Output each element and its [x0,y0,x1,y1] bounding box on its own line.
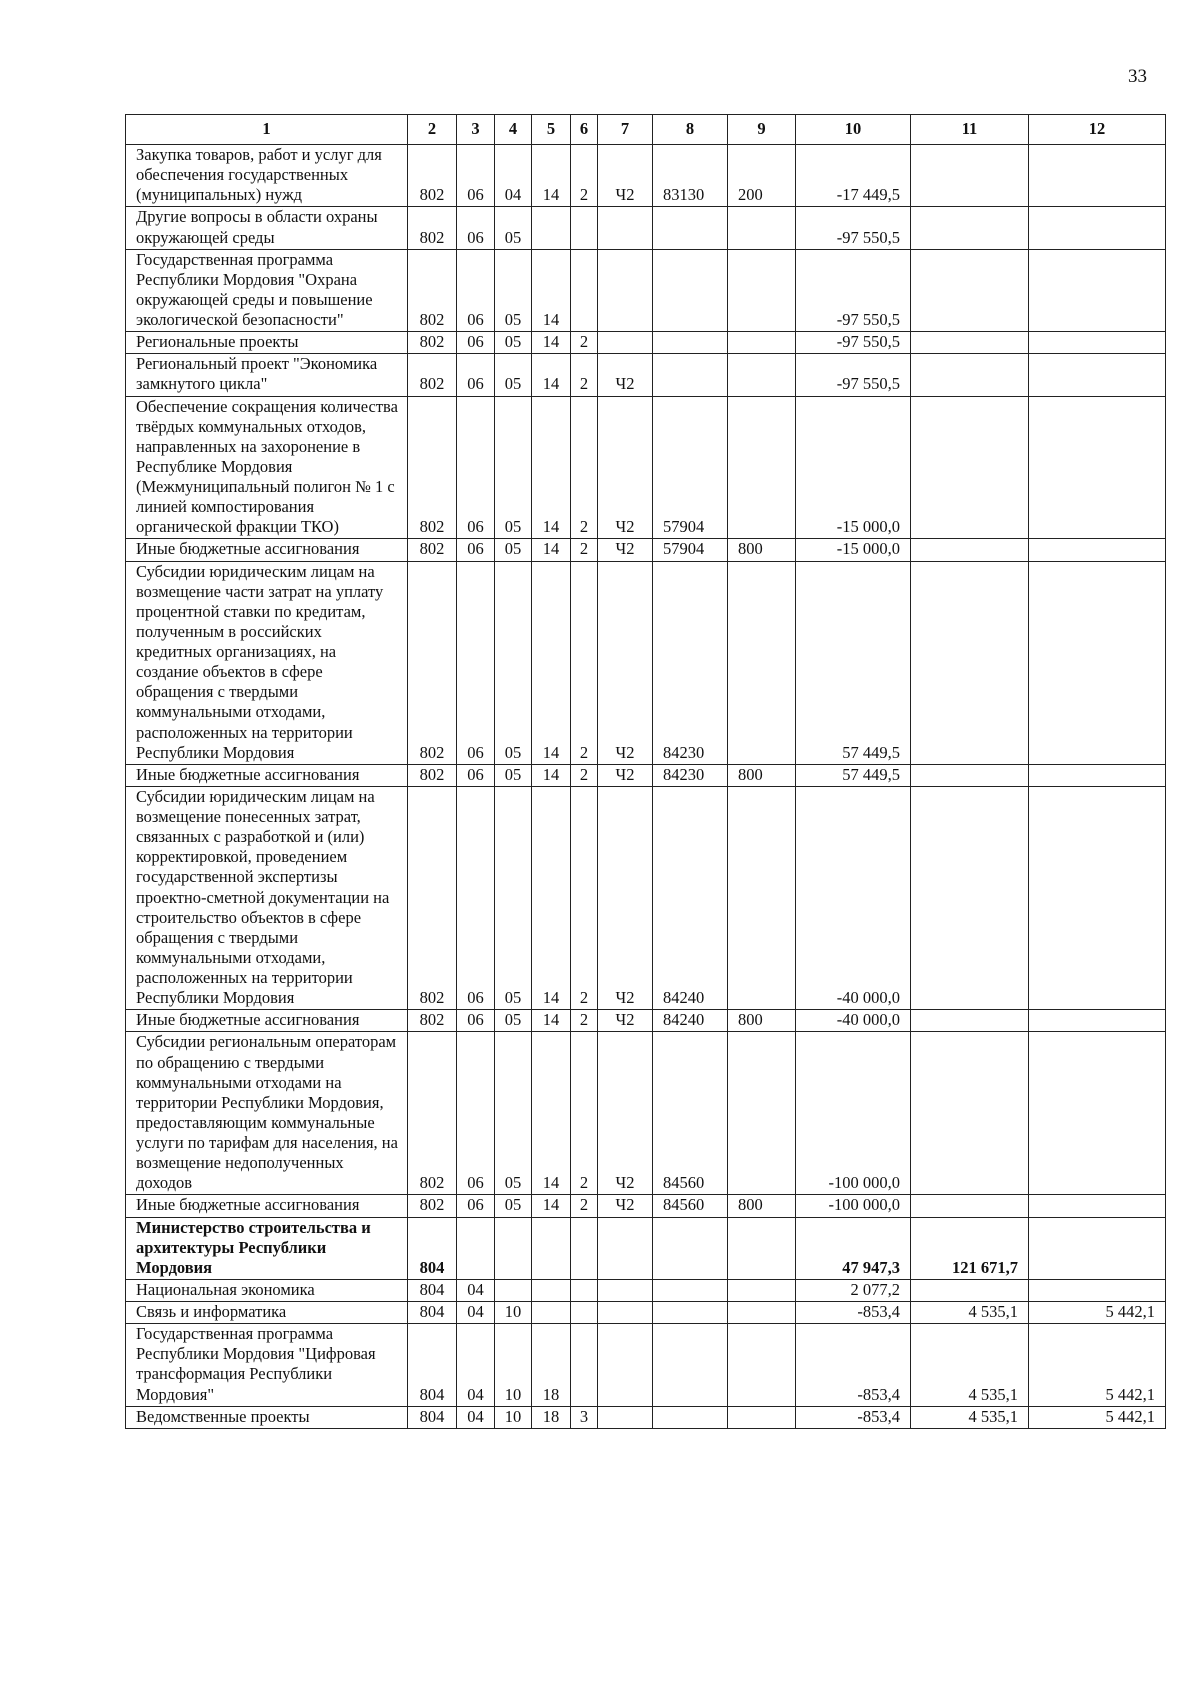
cell-code-3: 06 [457,561,495,764]
cell-code-3: 06 [457,1010,495,1032]
cell-amount-11 [911,396,1029,539]
table-row [126,1302,1166,1324]
cell-code-6 [571,1302,598,1324]
cell-name: Обеспечение сокращения количества твёрдых коммунальных отходов, направленных на захоронение в Республике Мордовия (Межмуниципальный полигон № 1 с линией компостирования органической фракции ТКО) [126,396,408,539]
cell-code-7: Ч2 [598,786,653,1009]
cell-code-8: 57904 [653,396,728,539]
cell-code-5: 14 [532,561,571,764]
cell-code-2: 804 [408,1279,457,1301]
cell-amount-10: -97 550,5 [796,332,911,354]
cell-code-5: 14 [532,145,571,207]
cell-code-8: 57904 [653,539,728,561]
cell-code-7 [598,207,653,249]
table-body [126,145,1166,1429]
cell-code-3: 06 [457,396,495,539]
cell-code-8 [653,1217,728,1279]
cell-code-6 [571,1324,598,1407]
cell-amount-11 [911,354,1029,396]
table-row [126,1010,1166,1032]
cell-code-2: 804 [408,1302,457,1324]
cell-code-4: 05 [495,539,532,561]
cell-code-9 [728,396,796,539]
cell-code-5: 14 [532,1032,571,1195]
cell-name: Ведомственные проекты [126,1406,408,1428]
cell-code-4 [495,1279,532,1301]
table-row [126,1324,1166,1407]
cell-code-3: 06 [457,332,495,354]
cell-code-8 [653,1324,728,1407]
cell-name: Национальная экономика [126,1279,408,1301]
cell-amount-10: -853,4 [796,1406,911,1428]
cell-code-2: 804 [408,1406,457,1428]
cell-amount-12 [1029,249,1166,332]
cell-code-5: 14 [532,354,571,396]
cell-code-3: 06 [457,207,495,249]
column-header: 11 [911,115,1029,145]
cell-code-5: 14 [532,539,571,561]
cell-amount-10: -97 550,5 [796,207,911,249]
cell-code-2: 802 [408,1010,457,1032]
cell-code-9: 800 [728,539,796,561]
cell-name: Другие вопросы в области охраны окружающей среды [126,207,408,249]
budget-table [125,114,1166,1429]
cell-amount-12 [1029,332,1166,354]
cell-code-9 [728,1324,796,1407]
cell-code-8: 84230 [653,561,728,764]
cell-code-2: 802 [408,764,457,786]
cell-code-2: 802 [408,561,457,764]
cell-amount-10: 47 947,3 [796,1217,911,1279]
cell-code-7: Ч2 [598,396,653,539]
cell-amount-11 [911,332,1029,354]
cell-name: Региональные проекты [126,332,408,354]
cell-amount-12 [1029,145,1166,207]
cell-code-2: 802 [408,786,457,1009]
cell-amount-12 [1029,1010,1166,1032]
cell-amount-10: -853,4 [796,1302,911,1324]
table-row [126,764,1166,786]
cell-name: Закупка товаров, работ и услуг для обеспечения государственных (муниципальных) нужд [126,145,408,207]
cell-code-7: Ч2 [598,764,653,786]
cell-code-9 [728,207,796,249]
cell-code-4: 05 [495,786,532,1009]
cell-amount-10: 2 077,2 [796,1279,911,1301]
cell-code-8: 84240 [653,1010,728,1032]
table-row [126,396,1166,539]
table-row [126,1217,1166,1279]
cell-code-9 [728,561,796,764]
cell-amount-10: -97 550,5 [796,249,911,332]
cell-amount-12 [1029,396,1166,539]
cell-name: Иные бюджетные ассигнования [126,764,408,786]
cell-code-4: 04 [495,145,532,207]
cell-amount-11: 4 535,1 [911,1302,1029,1324]
cell-code-9 [728,332,796,354]
column-header: 4 [495,115,532,145]
cell-code-5: 18 [532,1406,571,1428]
column-header: 2 [408,115,457,145]
cell-code-9: 200 [728,145,796,207]
cell-code-9: 800 [728,764,796,786]
cell-amount-11: 4 535,1 [911,1406,1029,1428]
cell-amount-11 [911,764,1029,786]
cell-amount-11 [911,1279,1029,1301]
cell-code-4: 05 [495,1010,532,1032]
cell-code-3: 04 [457,1279,495,1301]
cell-amount-10: -97 550,5 [796,354,911,396]
column-header: 9 [728,115,796,145]
cell-amount-11 [911,207,1029,249]
cell-code-6: 2 [571,561,598,764]
cell-amount-10: -100 000,0 [796,1032,911,1195]
cell-code-8 [653,207,728,249]
cell-code-8: 83130 [653,145,728,207]
column-header: 6 [571,115,598,145]
column-header: 8 [653,115,728,145]
cell-code-4 [495,1217,532,1279]
cell-code-6: 2 [571,332,598,354]
cell-code-8 [653,1406,728,1428]
cell-name: Субсидии региональным операторам по обращению с твердыми коммунальными отходами на территории Республики Мордовия, предоставляющим коммунальные услуги по тарифам для населения, на возмещение недополученных доходов [126,1032,408,1195]
cell-code-7 [598,1302,653,1324]
cell-code-3: 06 [457,786,495,1009]
cell-code-2: 802 [408,332,457,354]
cell-amount-10: -15 000,0 [796,396,911,539]
cell-code-7: Ч2 [598,1195,653,1217]
cell-code-7: Ч2 [598,561,653,764]
cell-amount-12 [1029,1217,1166,1279]
cell-code-5: 14 [532,396,571,539]
cell-code-2: 802 [408,354,457,396]
table-row [126,249,1166,332]
cell-amount-12 [1029,354,1166,396]
cell-amount-10: -40 000,0 [796,1010,911,1032]
cell-code-8 [653,1302,728,1324]
cell-code-5: 14 [532,249,571,332]
cell-code-2: 802 [408,207,457,249]
cell-code-4: 10 [495,1302,532,1324]
cell-code-2: 802 [408,1195,457,1217]
cell-amount-12: 5 442,1 [1029,1324,1166,1407]
cell-code-6: 2 [571,145,598,207]
cell-code-9 [728,1302,796,1324]
cell-code-7 [598,249,653,332]
cell-code-6: 2 [571,1010,598,1032]
cell-code-5 [532,1217,571,1279]
cell-code-8 [653,354,728,396]
cell-code-5: 18 [532,1324,571,1407]
cell-code-2: 802 [408,539,457,561]
cell-code-6 [571,249,598,332]
cell-code-8 [653,1279,728,1301]
cell-amount-10: -17 449,5 [796,145,911,207]
cell-code-8: 84560 [653,1195,728,1217]
cell-code-5 [532,1302,571,1324]
table-row [126,1195,1166,1217]
cell-code-2: 804 [408,1324,457,1407]
cell-amount-10: 57 449,5 [796,764,911,786]
cell-amount-12 [1029,207,1166,249]
cell-code-4: 05 [495,354,532,396]
cell-name: Иные бюджетные ассигнования [126,1195,408,1217]
header-row [126,115,1166,145]
cell-code-2: 804 [408,1217,457,1279]
column-header: 12 [1029,115,1166,145]
cell-code-6: 2 [571,1195,598,1217]
cell-code-4: 05 [495,207,532,249]
table-row [126,1406,1166,1428]
cell-code-9: 800 [728,1195,796,1217]
table-row [126,1279,1166,1301]
cell-code-3: 06 [457,539,495,561]
cell-code-4: 05 [495,396,532,539]
column-header: 7 [598,115,653,145]
cell-amount-10: -100 000,0 [796,1195,911,1217]
cell-code-9 [728,1406,796,1428]
cell-code-8 [653,249,728,332]
cell-code-8 [653,332,728,354]
cell-amount-12 [1029,1279,1166,1301]
cell-name: Иные бюджетные ассигнования [126,539,408,561]
cell-amount-12 [1029,539,1166,561]
cell-code-4: 10 [495,1406,532,1428]
cell-amount-12 [1029,764,1166,786]
column-header: 1 [126,115,408,145]
cell-code-7: Ч2 [598,354,653,396]
cell-code-7 [598,1406,653,1428]
cell-amount-11 [911,786,1029,1009]
cell-code-5: 14 [532,1195,571,1217]
cell-code-7: Ч2 [598,145,653,207]
cell-amount-11 [911,1032,1029,1195]
cell-code-9 [728,1217,796,1279]
cell-code-9 [728,249,796,332]
table-row [126,332,1166,354]
cell-code-6: 2 [571,396,598,539]
cell-amount-11: 4 535,1 [911,1324,1029,1407]
table-row [126,539,1166,561]
table-row [126,786,1166,1009]
table-row [126,145,1166,207]
cell-amount-12 [1029,1032,1166,1195]
cell-code-2: 802 [408,145,457,207]
cell-code-3: 04 [457,1406,495,1428]
cell-code-5 [532,1279,571,1301]
cell-code-8: 84240 [653,786,728,1009]
table-row [126,354,1166,396]
cell-code-7: Ч2 [598,1010,653,1032]
cell-code-9 [728,786,796,1009]
cell-amount-12: 5 442,1 [1029,1302,1166,1324]
cell-code-7: Ч2 [598,1032,653,1195]
cell-code-6: 2 [571,1032,598,1195]
cell-code-8: 84230 [653,764,728,786]
cell-code-3: 06 [457,1195,495,1217]
page-number: 33 [1128,66,1147,87]
cell-code-7: Ч2 [598,539,653,561]
cell-name: Министерство строительства и архитектуры Республики Мордовия [126,1217,408,1279]
cell-code-7 [598,1279,653,1301]
cell-amount-11 [911,145,1029,207]
cell-code-5 [532,207,571,249]
cell-code-4: 05 [495,764,532,786]
cell-code-9 [728,354,796,396]
cell-amount-11 [911,249,1029,332]
cell-code-5: 14 [532,1010,571,1032]
cell-amount-12: 5 442,1 [1029,1406,1166,1428]
cell-code-9 [728,1279,796,1301]
cell-name: Связь и информатика [126,1302,408,1324]
cell-name: Субсидии юридическим лицам на возмещение части затрат на уплату процентной ставки по кредитам, полученным в российских кредитных организациях, на создание объектов в сфере обращения с твердыми коммунальными отходами, расположенных на территории Республики Мордовия [126,561,408,764]
cell-code-5: 14 [532,786,571,1009]
column-header: 10 [796,115,911,145]
cell-code-6: 2 [571,786,598,1009]
cell-code-8: 84560 [653,1032,728,1195]
cell-code-4: 05 [495,1032,532,1195]
cell-code-3: 04 [457,1324,495,1407]
cell-code-6: 2 [571,764,598,786]
cell-code-6 [571,207,598,249]
cell-code-3: 06 [457,249,495,332]
table-row [126,561,1166,764]
cell-code-4: 05 [495,249,532,332]
cell-code-2: 802 [408,396,457,539]
cell-code-3 [457,1217,495,1279]
cell-amount-12 [1029,786,1166,1009]
cell-code-3: 04 [457,1302,495,1324]
cell-code-7 [598,332,653,354]
cell-amount-11 [911,1195,1029,1217]
cell-amount-10: -15 000,0 [796,539,911,561]
cell-name: Региональный проект "Экономика замкнутого цикла" [126,354,408,396]
cell-code-2: 802 [408,249,457,332]
cell-name: Государственная программа Республики Мордовия "Охрана окружающей среды и повышение экологической безопасности" [126,249,408,332]
cell-amount-11: 121 671,7 [911,1217,1029,1279]
cell-code-9: 800 [728,1010,796,1032]
cell-code-4: 10 [495,1324,532,1407]
cell-code-4: 05 [495,561,532,764]
cell-code-6 [571,1279,598,1301]
cell-name: Субсидии юридическим лицам на возмещение понесенных затрат, связанных с разработкой и (или) корректировкой, проведением государственной экспертизы проектно-сметной документации на строительство объектов в сфере обращения с твердыми коммунальными отходами, расположенных на территории Республики Мордовия [126,786,408,1009]
cell-code-7 [598,1324,653,1407]
cell-code-5: 14 [532,764,571,786]
cell-amount-10: 57 449,5 [796,561,911,764]
cell-code-9 [728,1032,796,1195]
table-row [126,207,1166,249]
column-header: 3 [457,115,495,145]
cell-code-6: 3 [571,1406,598,1428]
cell-code-2: 802 [408,1032,457,1195]
cell-amount-12 [1029,1195,1166,1217]
cell-code-3: 06 [457,764,495,786]
cell-code-6: 2 [571,539,598,561]
cell-amount-11 [911,539,1029,561]
cell-name: Иные бюджетные ассигнования [126,1010,408,1032]
cell-code-4: 05 [495,1195,532,1217]
cell-code-4: 05 [495,332,532,354]
cell-amount-11 [911,1010,1029,1032]
cell-code-5: 14 [532,332,571,354]
cell-amount-10: -853,4 [796,1324,911,1407]
cell-code-3: 06 [457,354,495,396]
cell-amount-12 [1029,561,1166,764]
cell-amount-10: -40 000,0 [796,786,911,1009]
cell-code-7 [598,1217,653,1279]
table-row [126,1032,1166,1195]
cell-code-3: 06 [457,1032,495,1195]
cell-amount-11 [911,561,1029,764]
cell-name: Государственная программа Республики Мордовия "Цифровая трансформация Республики Мордовия" [126,1324,408,1407]
cell-code-6 [571,1217,598,1279]
column-header: 5 [532,115,571,145]
cell-code-6: 2 [571,354,598,396]
cell-code-3: 06 [457,145,495,207]
